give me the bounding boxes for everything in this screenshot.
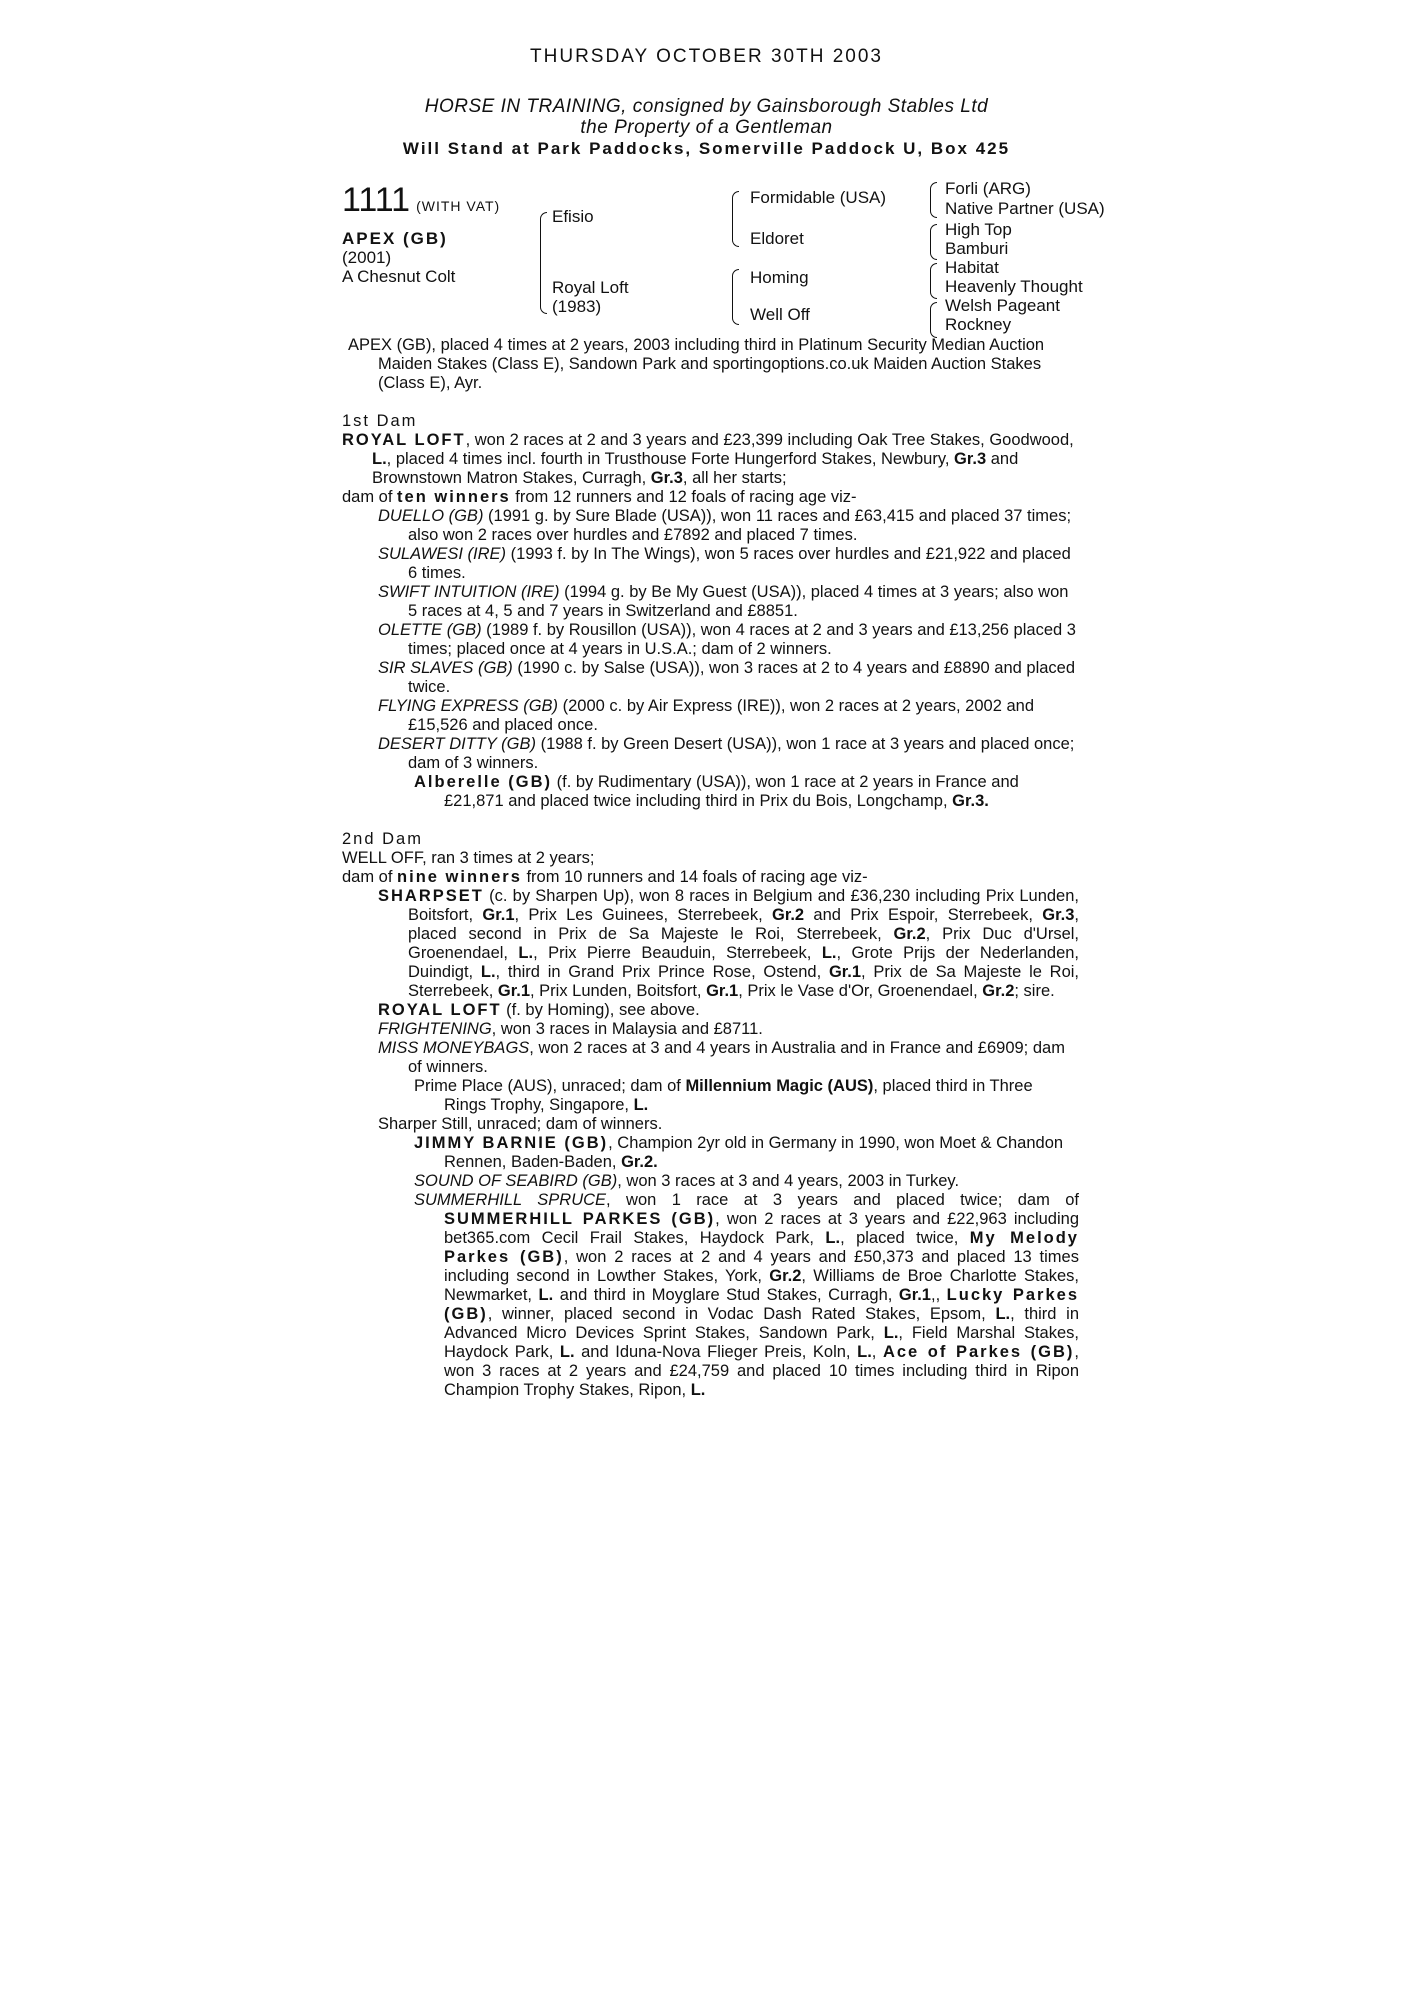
first-dam-heading — [342, 412, 1079, 431]
sharpset-text: , Prix de Sa Majeste le Roi, Sterrebeek, — [408, 963, 1079, 1000]
summerhill-text: , third in Advanced Micro Devices Sprint Stakes, Sandown Park, — [444, 1305, 1080, 1342]
progeny-entry — [342, 735, 1079, 773]
prime-place-entry — [342, 1077, 1079, 1115]
progeny-name: FLYING EXPRESS (GB) — [378, 697, 559, 715]
group3-mark: Gr.3 — [954, 450, 987, 468]
progeny-name: DUELLO (GB) — [378, 507, 484, 525]
royal-loft-text-a: , won 2 races at 2 and 3 years and £23,399 including Oak Tree Stakes, Goodwood, — [465, 431, 1074, 449]
royal-loft-text-c: and Brownstown Matron Stakes, Curragh, — [372, 450, 1019, 487]
dam-sire: Homing — [750, 268, 809, 287]
progeny-text: (1991 g. by Sure Blade (USA)), won 11 races and £63,415 and placed 37 times; also won 2 races over hurdles and £7892 and placed 7 times. — [408, 507, 1072, 544]
group2-mark: Gr.2 — [893, 925, 926, 943]
summerhill-text: , placed twice, — [840, 1229, 970, 1247]
alberelle-name: Alberelle (GB) — [414, 773, 553, 791]
group2-mark: Gr.2 — [982, 982, 1015, 1000]
progeny-text: (2000 c. by Air Express (IRE)), won 2 races at 2 years, 2002 and £15,526 and placed once. — [408, 697, 1035, 734]
well-off-record: WELL OFF, ran 3 times at 2 years; — [342, 849, 595, 867]
royal-loft-text-d: , all her starts; — [682, 469, 787, 487]
group3-mark: Gr.3. — [952, 792, 989, 810]
listed-mark: L. — [690, 1381, 706, 1399]
nine-winners: nine winners — [397, 868, 522, 886]
catalogue-body — [342, 336, 1079, 1400]
progeny-entry — [342, 545, 1079, 583]
sharper-still-entry: Sharper Still, unraced; dam of winners. — [378, 1115, 663, 1133]
homing-brace — [930, 263, 937, 299]
progeny-name: OLETTE (GB) — [378, 621, 482, 639]
group1-mark: Gr.1 — [482, 906, 515, 924]
jimmy-text: , Champion 2yr old in Germany in 1990, won Moet & Chandon Rennen, Baden-Baden, — [444, 1134, 1064, 1171]
prime-place-text: Prime Place (AUS), unraced; dam of — [414, 1077, 686, 1095]
alberelle-text: (f. by Rudimentary (USA)), won 1 race at 2 years in France and £21,871 and placed twice including third in Prix du Bois, Longchamp, — [444, 773, 1019, 810]
summerhill-text: and third in Moyglare Stud Stakes, Curragh, — [553, 1286, 899, 1304]
grand-progeny-entry — [342, 773, 1079, 811]
lucky-parkes-name: Lucky Parkes (GB) — [444, 1286, 1080, 1323]
progeny-name: SIR SLAVES (GB) — [378, 659, 513, 677]
lot-number — [342, 181, 500, 220]
first-dam-heading-text: 1st Dam — [342, 412, 418, 430]
listed-mark: L. — [857, 1343, 872, 1361]
group1-mark: Gr.1 — [828, 963, 862, 981]
group3-mark: Gr.3 — [1042, 906, 1075, 924]
progeny-entry — [342, 659, 1079, 697]
sharpset-text: , Grote Prijs der Nederlanden, Duindigt, — [408, 944, 1080, 981]
dam-name: Royal Loft — [552, 278, 629, 297]
group2-mark: Gr.2 — [769, 1267, 802, 1285]
welloff-brace — [930, 302, 937, 338]
sire-sire-sire: Forli (ARG) — [945, 179, 1031, 198]
sire-name: Efisio — [552, 207, 594, 226]
dam-dam-dam: Rockney — [945, 315, 1012, 334]
vat-note: (WITH VAT) — [416, 198, 501, 214]
second-dam-heading — [342, 830, 1079, 849]
stand-location: Will Stand at Park Paddocks, Somerville Paddock U, Box 425 — [402, 139, 1011, 158]
summerhill-name: SUMMERHILL SPRUCE — [414, 1191, 607, 1209]
progeny-entry — [342, 507, 1079, 545]
progeny-name: DESERT DITTY (GB) — [378, 735, 536, 753]
sire-sire: Formidable (USA) — [750, 188, 887, 207]
progeny-name: SWIFT INTUITION (IRE) — [378, 583, 560, 601]
group1-mark: Gr.1 — [706, 982, 739, 1000]
summerhill-parkes-name: SUMMERHILL PARKES (GB) — [444, 1210, 716, 1228]
eldoret-brace — [930, 224, 937, 260]
ten-winners: ten winners — [397, 488, 511, 506]
horse-description: A Chesnut Colt — [342, 267, 456, 286]
summerhill-text: and Iduna-Nova Flieger Preis, Koln, — [574, 1343, 858, 1361]
listed-mark: L. — [518, 944, 534, 962]
group2-mark: Gr.2 — [771, 906, 805, 924]
summerhill-entry: SUMMERHILL SPRUCE, won 1 race at 3 years and placed twice; dam of SUMMERHILL PARKES (GB), won 2 races at 3 years and £22,963 including bet365.com Cecil Frail Stakes, Haydock Park, L., placed twice, My Melody Parkes (GB), won 2 races at 2 and 4 years and £50,373 and placed 13 times including second in Lowther Stakes, York, Gr.2, Williams de Broe Charlotte Stakes, Newmarket, L. and third in Moyglare Stud Stakes, Curragh, Gr.1,, Lucky Parkes (GB), winner, placed second in Vodac Dash Rated Stakes, Epsom, L., third in Advanced Micro Devices Sprint Stakes, Sandown Park, L., Field Marshal Stakes, Haydock Park, L. and Iduna-Nova Flieger Preis, Koln, L., Ace of Parkes (GB), won 3 races at 2 years and £24,759 and placed 10 times including third in Ripon Champion Trophy Stakes, Ripon, L. — [414, 1191, 1080, 1399]
property-line: the Property of a Gentleman — [580, 117, 833, 138]
royal-loft-record — [342, 431, 1079, 488]
progeny-entry — [342, 697, 1079, 735]
listed-mark: L. — [372, 450, 387, 468]
sharpset-entry — [342, 887, 1079, 1001]
dam-of-prefix: dam of — [342, 868, 398, 886]
dam-sire-sire: Habitat — [945, 258, 999, 277]
my-melody-name: My Melody Parkes (GB) — [444, 1229, 1079, 1266]
progeny-entry — [342, 1020, 1079, 1039]
royal-loft-ref-text: (f. by Homing), see above. — [501, 1001, 700, 1019]
sire-dam-brace — [540, 212, 547, 314]
listed-mark: L. — [633, 1096, 649, 1114]
sire-line-brace — [732, 191, 739, 247]
sharpset-text: , placed second in Prix de Sa Majeste le Roi, Sterrebeek, — [408, 906, 1079, 943]
millennium-name: Millennium Magic (AUS) — [685, 1077, 874, 1095]
lot-number-value: 1111 — [342, 181, 411, 219]
listed-mark: L. — [883, 1324, 899, 1342]
sire-dam-sire: High Top — [945, 220, 1012, 239]
sire-sire-dam: Native Partner (USA) — [945, 199, 1105, 218]
sound-text: , won 3 races at 3 and 4 years, 2003 in Turkey. — [617, 1172, 960, 1190]
progeny-text: , won 3 races in Malaysia and £8711. — [491, 1020, 763, 1038]
progeny-entry — [342, 621, 1079, 659]
second-dam-heading-text: 2nd Dam — [342, 830, 423, 848]
summerhill-text: , winner, placed second in Vodac Dash Rated Stakes, Epsom, — [487, 1305, 996, 1323]
consignor-line: HORSE IN TRAINING, consigned by Gainsborough Stables Ltd — [424, 96, 989, 117]
horse-name: APEX (GB) — [342, 229, 448, 248]
progeny-text: (1994 g. by Be My Guest (USA)), placed 4 times at 3 years; also won 5 races at 4, 5 and 7 years in Switzerland and £8851. — [408, 583, 1069, 620]
summerhill-text: , Field Marshal Stakes, Haydock Park, — [444, 1324, 1079, 1361]
group1-mark: Gr.1 — [898, 1286, 931, 1304]
progeny-entry — [342, 583, 1079, 621]
dam-line-brace — [732, 269, 739, 325]
listed-mark: L. — [821, 944, 837, 962]
apex-record: APEX (GB), placed 4 times at 2 years, 2003 including third in Platinum Security Median Auction Maiden Stakes (Class E), Sandown Park and sportingoptions.co.uk Maiden Auction Stakes (Class E), Ayr. — [348, 336, 1045, 392]
group2-mark: Gr.2. — [621, 1153, 658, 1171]
sire-dam: Eldoret — [750, 229, 804, 248]
sire-dam-dam: Bamburi — [945, 239, 1009, 258]
progeny-text: (1990 c. by Salse (USA)), won 3 races at 2 to 4 years and £8890 and placed twice. — [408, 659, 1076, 696]
summerhill-text: , won 1 race at 3 years and placed twice; dam of — [606, 1191, 1079, 1209]
summerhill-text: , won 2 races at 3 years and £22,963 including bet365.com Cecil Frail Stakes, Haydock Park, — [444, 1210, 1079, 1247]
sharpset-text: (c. by Sharpen Up), won 8 races in Belgium and £36,230 including Prix Lunden, Boitsfort, — [408, 887, 1079, 924]
jimmy-name: JIMMY BARNIE (GB) — [414, 1134, 609, 1152]
royal-loft-ref — [342, 1001, 1079, 1020]
dam-of-line-2 — [342, 868, 1079, 887]
dam-of-suffix: from 10 runners and 14 foals of racing age viz- — [521, 868, 868, 886]
jimmy-entry — [342, 1134, 1079, 1172]
royal-loft-name: ROYAL LOFT — [378, 1001, 502, 1019]
sharpset-name: SHARPSET — [378, 887, 484, 905]
summerhill-text: , won 2 races at 2 and 4 years and £50,373 and placed 13 times including second in Lowther Stakes, York, — [444, 1248, 1079, 1285]
sharpset-text: , Prix Lunden, Boitsfort, — [530, 982, 707, 1000]
listed-mark: L. — [480, 963, 496, 981]
progeny-text: (1988 f. by Green Desert (USA)), won 1 race at 3 years and placed once; dam of 3 winners. — [408, 735, 1075, 772]
listed-mark: L. — [995, 1305, 1011, 1323]
horse-year: (2001) — [342, 248, 392, 267]
sharpset-text: , Prix Duc d'Ursel, Groenendael, — [408, 925, 1079, 962]
listed-mark: L. — [825, 1229, 841, 1247]
ace-of-parkes-name: Ace of Parkes (GB) — [882, 1343, 1075, 1361]
sharpset-text: and Prix Espoir, Sterrebeek, — [804, 906, 1043, 924]
progeny-name: MISS MONEYBAGS — [378, 1039, 530, 1057]
dam-of-prefix: dam of — [342, 488, 398, 506]
progeny-text: , won 2 races at 3 and 4 years in Australia and in France and £6909; dam of winners. — [408, 1039, 1065, 1076]
sharpset-text: , Prix le Vase d'Or, Groenendael, — [738, 982, 983, 1000]
group1-mark: Gr.1 — [497, 982, 530, 1000]
progeny-name: FRIGHTENING — [378, 1020, 492, 1038]
progeny-entry — [342, 1039, 1079, 1077]
dam-dam-sire: Welsh Pageant — [945, 296, 1060, 315]
summerhill-text: , won 3 races at 2 years and £24,759 and placed 10 times including third in Ripon Champion Trophy Stakes, Ripon, — [444, 1343, 1080, 1399]
sharpset-text: , third in Grand Prix Prince Rose, Ostend, — [495, 963, 829, 981]
dam-dam: Well Off — [750, 305, 810, 324]
sound-entry — [342, 1172, 1079, 1191]
group3-mark: Gr.3 — [650, 469, 683, 487]
royal-loft-name: ROYAL LOFT — [342, 431, 466, 449]
prime-place-text: , placed third in Three Rings Trophy, Singapore, — [444, 1077, 1033, 1114]
sound-name: SOUND OF SEABIRD (GB) — [414, 1172, 618, 1190]
sale-date: THURSDAY OCTOBER 30TH 2003 — [530, 46, 883, 67]
royal-loft-text-b: , placed 4 times incl. fourth in Trusthouse Forte Hungerford Stakes, Newbury, — [386, 450, 955, 468]
progeny-name: SULAWESI (IRE) — [378, 545, 507, 563]
listed-mark: L. — [538, 1286, 554, 1304]
unused: , — [930, 1286, 936, 1304]
formidable-brace — [930, 182, 937, 218]
dam-year: (1983) — [552, 297, 602, 316]
summerhill-text: , Williams de Broe Charlotte Stakes, Newmarket, — [444, 1267, 1079, 1304]
sharpset-text: , Prix Les Guinees, Sterrebeek, — [514, 906, 772, 924]
progeny-text: (1989 f. by Rousillon (USA)), won 4 races at 2 and 3 years and £13,256 placed 3 times; placed once at 4 years in U.S.A.; dam of 2 winners. — [408, 621, 1076, 658]
progeny-text: (1993 f. by In The Wings), won 5 races over hurdles and £21,922 and placed 6 times. — [408, 545, 1071, 582]
dam-sire-dam: Heavenly Thought — [945, 277, 1083, 296]
listed-mark: L. — [559, 1343, 575, 1361]
dam-of-line-1 — [342, 488, 1079, 507]
sharpset-text: , Prix Pierre Beauduin, Sterrebeek, — [533, 944, 822, 962]
sharpset-text: ; sire. — [1014, 982, 1055, 1000]
dam-of-suffix: from 12 runners and 12 foals of racing age viz- — [510, 488, 857, 506]
